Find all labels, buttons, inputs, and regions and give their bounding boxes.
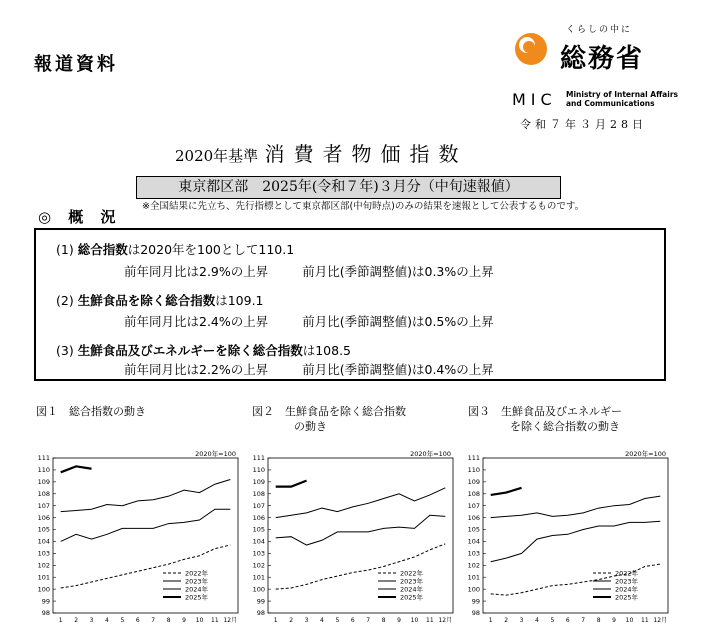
series-line-2023年	[276, 515, 446, 545]
y-tick-label: 109	[467, 478, 480, 487]
y-tick-label: 107	[37, 501, 50, 510]
y-tick-label: 101	[37, 573, 50, 582]
y-tick-label: 101	[252, 573, 265, 582]
unit-label: 2020年=100	[625, 450, 666, 458]
figure-2-caption	[252, 404, 406, 434]
x-tick-label: 4	[105, 617, 109, 624]
x-tick-label: 9	[182, 617, 186, 624]
y-tick-label: 102	[467, 561, 480, 570]
legend-label: 2025年	[185, 593, 209, 602]
summary-num: (2)	[56, 293, 74, 308]
title-base: 2020年基準	[175, 147, 259, 165]
figure-caption-line: を除く総合指数の動き	[510, 420, 620, 433]
x-tick-label: 3	[304, 617, 309, 624]
y-tick-label: 101	[467, 573, 480, 582]
x-tick-label: 12月	[653, 617, 668, 624]
summary-index-name: 生鮮食品を除く総合指数	[77, 293, 216, 308]
figure-caption-line: 図３ 生鮮食品及びエネルギー	[468, 405, 622, 418]
legend-label: 2022年	[400, 569, 424, 578]
x-tick-label: 10	[410, 617, 419, 624]
x-tick-label: 2	[289, 617, 294, 624]
y-tick-label: 99	[41, 597, 50, 606]
legend-label: 2024年	[400, 585, 424, 594]
x-tick-label: 9	[612, 617, 616, 624]
y-tick-label: 105	[252, 525, 265, 534]
figure-caption-line: 図２ 生鮮食品を除く総合指数	[252, 405, 406, 418]
legend-label: 2023年	[185, 577, 209, 586]
y-tick-label: 102	[37, 561, 50, 570]
summary-index-name: 生鮮食品及びエネルギーを除く総合指数	[77, 343, 303, 358]
y-tick-label: 98	[41, 609, 50, 618]
x-tick-label: 4	[320, 617, 324, 624]
summary-yoy: 前年同月比は2.4%の上昇	[124, 314, 269, 329]
summary-index-value: は2020年を100として110.1	[127, 242, 295, 257]
y-tick-label: 104	[37, 537, 50, 546]
legend-label: 2025年	[400, 593, 424, 602]
legend-label: 2024年	[185, 585, 209, 594]
y-tick-label: 105	[37, 525, 50, 534]
summary-box	[34, 228, 666, 381]
legend-label: 2025年	[615, 593, 639, 602]
x-tick-label: 3	[89, 617, 94, 624]
x-tick-label: 6	[565, 617, 570, 624]
ministry-logo-icon	[514, 32, 548, 66]
unit-label: 2020年=100	[195, 450, 236, 458]
x-tick-label: 6	[350, 617, 355, 624]
x-tick-label: 8	[596, 617, 601, 624]
series-line-2024年	[61, 479, 231, 511]
summary-item-3	[56, 341, 351, 359]
summary-num: (1)	[56, 242, 74, 257]
chart-3	[463, 448, 673, 632]
x-tick-label: 7	[151, 617, 156, 624]
subtitle-banner: 東京都区部 2025年(令和７年)３月分（中旬速報値）	[136, 176, 561, 199]
summary-mom: 前月比(季節調整値)は0.4%の上昇	[302, 362, 494, 377]
x-tick-label: 9	[397, 617, 401, 624]
summary-item-2-change	[124, 312, 494, 330]
y-tick-label: 100	[37, 585, 50, 594]
plot-frame	[268, 458, 453, 613]
y-tick-label: 103	[252, 549, 265, 558]
y-tick-label: 110	[467, 466, 480, 475]
y-tick-label: 103	[37, 549, 50, 558]
y-tick-label: 103	[467, 549, 480, 558]
y-tick-label: 111	[252, 454, 265, 463]
logo-text: 総務省	[560, 44, 645, 74]
x-tick-label: 5	[335, 617, 340, 624]
x-tick-label: 10	[625, 617, 634, 624]
x-tick-label: 7	[581, 617, 586, 624]
mic-english-name	[566, 90, 678, 108]
series-line-2024年	[276, 488, 446, 518]
x-tick-label: 11	[426, 617, 434, 624]
summary-item-3-change	[124, 360, 494, 378]
series-line-2024年	[491, 496, 661, 517]
y-tick-label: 109	[252, 478, 265, 487]
x-tick-label: 3	[519, 617, 524, 624]
y-tick-label: 104	[252, 537, 265, 546]
legend-label: 2024年	[615, 585, 639, 594]
figure-1-caption	[36, 404, 146, 419]
overview-heading: ◎ 概 況	[38, 208, 122, 226]
summary-yoy: 前年同月比は2.2%の上昇	[124, 362, 269, 377]
summary-index-value: は108.5	[302, 343, 352, 358]
unit-label: 2020年=100	[410, 450, 451, 458]
y-tick-label: 100	[252, 585, 265, 594]
y-tick-label: 111	[37, 454, 50, 463]
legend-label: 2023年	[400, 577, 424, 586]
summary-mom: 前月比(季節調整値)は0.5%の上昇	[302, 314, 494, 329]
page-title	[175, 138, 468, 167]
y-tick-label: 107	[467, 501, 480, 510]
summary-yoy: 前年同月比は2.9%の上昇	[124, 264, 269, 279]
figure-caption-line: の動き	[294, 420, 327, 433]
y-tick-label: 102	[252, 561, 265, 570]
y-tick-label: 109	[37, 478, 50, 487]
series-line-2025年	[491, 488, 522, 495]
y-tick-label: 104	[467, 537, 480, 546]
mic-en-line-1: Ministry of Internal Affairs	[566, 90, 678, 99]
summary-item-1	[56, 240, 294, 258]
y-tick-label: 107	[252, 501, 265, 510]
figure-3-caption	[468, 404, 622, 434]
y-tick-label: 106	[467, 513, 480, 522]
summary-index-value: は109.1	[215, 293, 264, 308]
series-line-2023年	[491, 521, 661, 562]
preliminary-note: ※全国結果に先立ち、先行指標として東京都区部(中旬時点)のみの結果を速報として公表するものです。	[142, 201, 585, 212]
x-tick-label: 4	[535, 617, 539, 624]
summary-mom: 前月比(季節調整値)は0.3%の上昇	[302, 264, 494, 279]
x-tick-label: 11	[641, 617, 649, 624]
figure-caption-line: 図１ 総合指数の動き	[36, 405, 146, 418]
y-tick-label: 110	[252, 466, 265, 475]
release-date: 令和７年３月28日	[520, 118, 647, 131]
y-tick-label: 98	[471, 609, 480, 618]
x-tick-label: 1	[273, 617, 278, 624]
y-tick-label: 108	[252, 489, 265, 498]
series-line-2025年	[276, 481, 307, 487]
x-tick-label: 2	[504, 617, 509, 624]
x-tick-label: 8	[166, 617, 171, 624]
x-tick-label: 1	[488, 617, 493, 624]
y-tick-label: 108	[37, 489, 50, 498]
summary-item-1-change	[124, 262, 494, 280]
x-tick-label: 5	[120, 617, 125, 624]
x-tick-label: 1	[58, 617, 63, 624]
y-tick-label: 98	[256, 609, 265, 618]
mic-logo: MIC	[512, 90, 557, 109]
y-tick-label: 106	[252, 513, 265, 522]
x-tick-label: 11	[211, 617, 219, 624]
chart-1	[33, 448, 243, 632]
x-tick-label: 5	[550, 617, 555, 624]
x-tick-label: 7	[366, 617, 371, 624]
y-tick-label: 99	[256, 597, 265, 606]
x-tick-label: 12月	[438, 617, 453, 624]
legend-label: 2022年	[185, 569, 209, 578]
summary-item-2	[56, 291, 264, 309]
x-tick-label: 12月	[223, 617, 238, 624]
y-tick-label: 108	[467, 489, 480, 498]
release-label: 報道資料	[34, 54, 118, 75]
summary-num: (3)	[56, 343, 74, 358]
y-tick-label: 99	[471, 597, 480, 606]
series-line-2025年	[61, 466, 92, 472]
y-tick-label: 106	[37, 513, 50, 522]
x-tick-label: 10	[195, 617, 204, 624]
plot-frame	[483, 458, 668, 613]
logo-tagline: くらしの中に	[566, 25, 633, 35]
summary-index-name: 総合指数	[77, 242, 128, 257]
legend-label: 2022年	[615, 569, 639, 578]
y-tick-label: 110	[37, 466, 50, 475]
y-tick-label: 111	[467, 454, 480, 463]
series-line-2023年	[61, 509, 231, 541]
y-tick-label: 100	[467, 585, 480, 594]
mic-en-line-2: and Communications	[566, 99, 655, 108]
title-main: 消費者物価指数	[264, 142, 468, 166]
x-tick-label: 8	[381, 617, 386, 624]
y-tick-label: 105	[467, 525, 480, 534]
x-tick-label: 2	[74, 617, 79, 624]
legend-label: 2023年	[615, 577, 639, 586]
chart-2	[248, 448, 458, 632]
x-tick-label: 6	[135, 617, 140, 624]
